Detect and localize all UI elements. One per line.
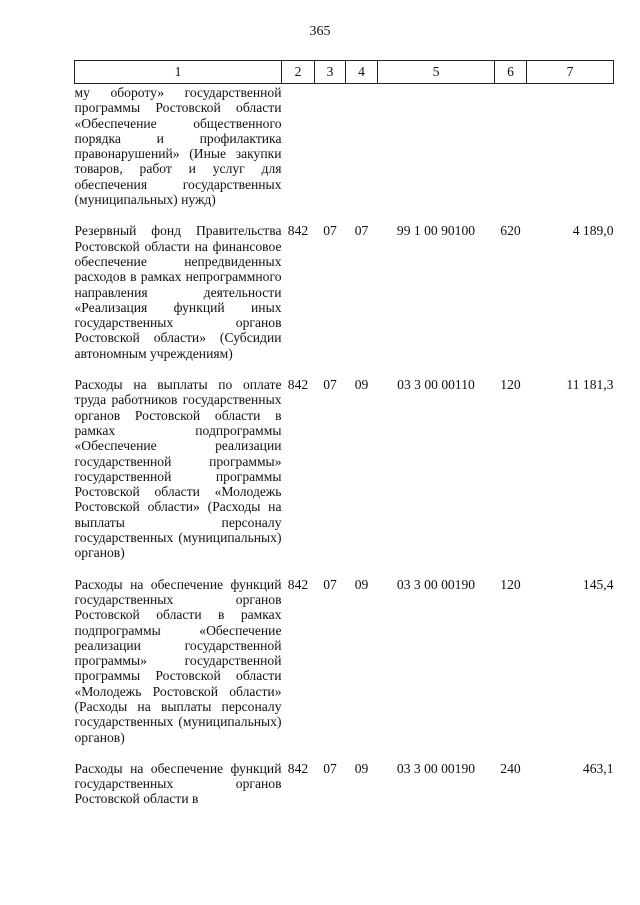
cell-subsection: 09 [354, 377, 369, 393]
column-header-row [75, 61, 614, 84]
column-header-3: 3 [315, 61, 346, 84]
cell-ministry-code [282, 84, 315, 218]
row-description: му обороту» государственной программы Ростовской области «Обеспечение общественного порядка и профилактика правонарушений» (Иные закупки товаров, работ и услуг для обеспечения государственных (муниципальных) нужд) [74, 85, 282, 208]
column-header-1: 1 [75, 61, 282, 84]
cell-target-article: 03 3 00 00190 [396, 576, 476, 592]
budget-table [74, 60, 614, 817]
table-row [75, 371, 614, 571]
table-row [75, 84, 614, 218]
column-header-5: 5 [378, 61, 495, 84]
cell-subsection: 09 [354, 760, 369, 776]
column-header-2: 2 [282, 61, 315, 84]
cell-section: 07 [323, 377, 337, 393]
column-header-6: 6 [495, 61, 527, 84]
row-description: Расходы на обеспечение функций государственных органов Ростовской области в [74, 760, 282, 807]
cell-subsection: 07 [354, 223, 369, 239]
cell-amount [527, 84, 614, 218]
cell-section [315, 84, 346, 218]
row-description: Резервный фонд Правительства Ростовской области на финансовое обеспечение непредвиденных расходов в рамках непрограммного направления деятельности «Реализация функций иных государственных органов Ростовской области» (Субсидии автономным учреждениям) [74, 223, 282, 361]
cell-ministry-code: 842 [287, 760, 309, 776]
row-description: Расходы на обеспечение функций государственных органов Ростовской области в рамках подпрограммы «Обеспечение реализации государственной программы» государственной программы Ростовской области «Молодежь Ростовской области» (Расходы на выплаты персоналу государственных (муниципальных) органов) [74, 576, 282, 745]
cell-section: 07 [323, 760, 337, 776]
cell-target-article: 03 3 00 00190 [396, 760, 476, 776]
cell-expense-type: 120 [500, 377, 521, 393]
column-header-4: 4 [346, 61, 378, 84]
cell-target-article: 03 3 00 00110 [397, 377, 475, 393]
cell-amount: 145,4 [582, 576, 614, 592]
cell-expense-type: 120 [500, 576, 521, 592]
table-row [75, 755, 614, 817]
cell-expense-type: 620 [500, 223, 521, 239]
cell-amount: 11 181,3 [566, 377, 614, 393]
cell-ministry-code: 842 [287, 377, 309, 393]
cell-ministry-code: 842 [287, 576, 309, 592]
cell-target-article: 99 1 00 90100 [396, 223, 476, 239]
column-header-7: 7 [527, 61, 614, 84]
cell-ministry-code: 842 [287, 223, 309, 239]
cell-section: 07 [323, 223, 337, 239]
cell-amount: 463,1 [582, 760, 614, 776]
cell-target-article [378, 84, 495, 218]
cell-expense-type: 240 [500, 760, 521, 776]
table-row [75, 571, 614, 755]
cell-subsection: 09 [354, 576, 369, 592]
row-description: Расходы на выплаты по оплате труда работников государственных органов Ростовской области в рамках подпрограммы «Обеспечение реализации государственной программы» государственной программы Ростовской области «Молодежь Ростовской области» (Расходы на выплаты персоналу государственных (муниципальных) органов) [74, 377, 282, 561]
table-row [75, 217, 614, 371]
cell-subsection [346, 84, 378, 218]
cell-amount: 4 189,0 [572, 223, 614, 239]
cell-expense-type [495, 84, 527, 218]
cell-section: 07 [323, 576, 337, 592]
page-number: 365 [309, 24, 331, 39]
